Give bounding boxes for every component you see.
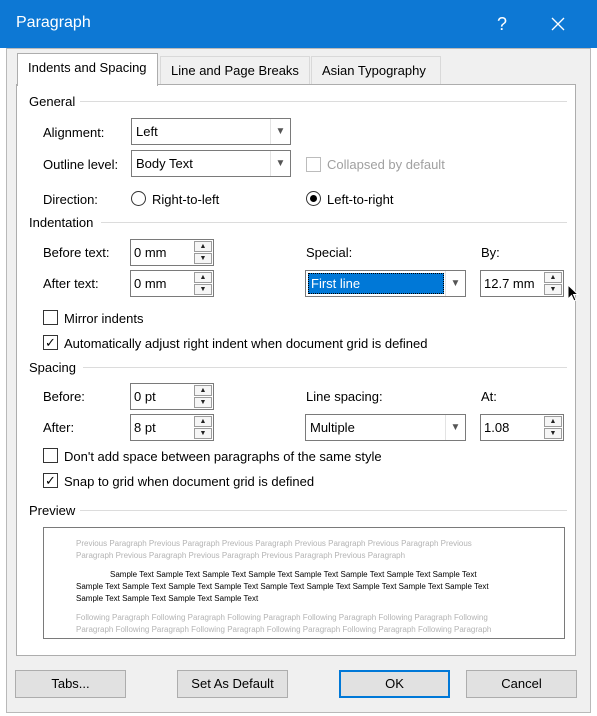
- alignment-label: Alignment:: [43, 125, 105, 140]
- preview-heading: Preview: [29, 503, 76, 518]
- auto-adjust-indent-checkbox[interactable]: [43, 335, 58, 350]
- left-to-right-label: Left-to-right: [327, 192, 394, 207]
- before-text-spinner[interactable]: [130, 239, 214, 266]
- alignment-value: Left: [136, 124, 158, 139]
- mirror-indents-label: Mirror indents: [64, 311, 144, 326]
- chevron-down-icon: ▼: [445, 415, 465, 440]
- line-spacing-value: Multiple: [310, 420, 355, 435]
- spacing-after-label: After:: [43, 420, 75, 435]
- auto-adjust-indent-label: Automatically adjust right indent when document grid is defined: [64, 336, 428, 351]
- set-as-default-button[interactable]: Set As Default: [177, 670, 288, 698]
- mouse-cursor-icon: [567, 284, 579, 302]
- preview-sample-line: Sample Text Sample Text Sample Text Sample Text Sample Text Sample Text Sample Text Sample Text Sample Text: [76, 582, 489, 591]
- by-label: By:: [481, 245, 500, 260]
- spin-up-icon[interactable]: ▲: [194, 272, 212, 283]
- preview-following-line: Following Paragraph Following Paragraph Following Paragraph Following Paragraph Following Paragraph Following: [76, 613, 488, 622]
- tab-indents-and-spacing[interactable]: Indents and Spacing: [17, 53, 158, 86]
- dont-add-space-checkbox[interactable]: [43, 448, 58, 463]
- spin-up-icon[interactable]: ▲: [194, 416, 212, 427]
- tab-line-and-page-breaks[interactable]: Line and Page Breaks: [160, 56, 310, 86]
- spin-down-icon[interactable]: ▼: [544, 284, 562, 295]
- by-spinner[interactable]: [480, 270, 564, 297]
- check-icon: ✓: [45, 335, 56, 350]
- preview-sample-line: Sample Text Sample Text Sample Text Sample Text Sample Text Sample Text Sample Text Sample Text: [110, 570, 477, 579]
- line-spacing-select[interactable]: [305, 414, 466, 441]
- general-heading: General: [29, 94, 76, 109]
- chevron-down-icon: ▼: [270, 151, 290, 176]
- special-label: Special:: [306, 245, 353, 260]
- line-spacing-label: Line spacing:: [306, 389, 383, 404]
- radio-selected-dot: [310, 195, 317, 202]
- outline-level-label: Outline level:: [43, 157, 119, 172]
- spin-up-icon[interactable]: ▲: [544, 272, 562, 283]
- spacing-heading: Spacing: [29, 360, 76, 375]
- before-text-value: 0 mm: [134, 245, 167, 260]
- cancel-button[interactable]: Cancel: [466, 670, 577, 698]
- snap-to-grid-checkbox[interactable]: [43, 473, 58, 488]
- right-to-left-label: Right-to-left: [152, 192, 220, 207]
- at-label: At:: [481, 389, 497, 404]
- preview-separator: [80, 510, 567, 511]
- ok-button[interactable]: OK: [339, 670, 450, 698]
- spacing-before-value: 0 pt: [134, 389, 156, 404]
- spacing-after-value: 8 pt: [134, 420, 156, 435]
- spacing-before-spinner[interactable]: [130, 383, 214, 410]
- spin-down-icon[interactable]: ▼: [194, 253, 212, 264]
- preview-following-line: Paragraph Following Paragraph Following Paragraph Following Paragraph Following Paragraph Following Paragraph: [76, 625, 492, 634]
- indentation-separator: [101, 222, 567, 223]
- check-icon: ✓: [45, 473, 56, 488]
- special-select[interactable]: [305, 270, 466, 297]
- mirror-indents-checkbox[interactable]: [43, 310, 58, 325]
- close-button[interactable]: [538, 8, 578, 40]
- at-spinner[interactable]: [480, 414, 564, 441]
- chevron-down-icon: ▼: [270, 119, 290, 144]
- collapsed-by-default-label: Collapsed by default: [327, 157, 445, 172]
- right-to-left-radio[interactable]: [131, 191, 146, 206]
- indentation-heading: Indentation: [29, 215, 94, 230]
- help-button[interactable]: ?: [496, 14, 507, 34]
- spin-up-icon[interactable]: ▲: [194, 241, 212, 252]
- tabs-button[interactable]: Tabs...: [15, 670, 126, 698]
- spacing-after-spinner[interactable]: [130, 414, 214, 441]
- outline-level-value: Body Text: [136, 156, 193, 171]
- alignment-select[interactable]: [131, 118, 291, 145]
- outline-level-select[interactable]: [131, 150, 291, 177]
- preview-sample-line: Sample Text Sample Text Sample Text Sample Text: [76, 594, 259, 603]
- after-text-spinner[interactable]: [130, 270, 214, 297]
- spin-down-icon[interactable]: ▼: [194, 397, 212, 408]
- direction-label: Direction:: [43, 192, 98, 207]
- collapsed-by-default-checkbox[interactable]: [306, 157, 321, 172]
- spin-down-icon[interactable]: ▼: [194, 428, 212, 439]
- after-text-value: 0 mm: [134, 276, 167, 291]
- special-value: First line: [311, 276, 361, 291]
- close-icon: [551, 17, 565, 31]
- after-text-label: After text:: [43, 276, 99, 291]
- preview-box: [43, 527, 565, 639]
- general-separator: [80, 101, 567, 102]
- spin-down-icon[interactable]: ▼: [544, 428, 562, 439]
- spacing-before-label: Before:: [43, 389, 85, 404]
- at-value: 1.08: [484, 420, 510, 435]
- spin-up-icon[interactable]: ▲: [194, 385, 212, 396]
- dont-add-space-label: Don't add space between paragraphs of the same style: [64, 449, 382, 464]
- left-to-right-radio[interactable]: [306, 191, 321, 206]
- preview-previous-line: Previous Paragraph Previous Paragraph Previous Paragraph Previous Paragraph Previous Paragraph Previous: [76, 539, 472, 548]
- before-text-label: Before text:: [43, 245, 110, 260]
- tab-asian-typography[interactable]: Asian Typography: [311, 56, 441, 86]
- window-title: Paragraph: [16, 14, 91, 31]
- spin-down-icon[interactable]: ▼: [194, 284, 212, 295]
- spacing-separator: [83, 367, 567, 368]
- chevron-down-icon: ▼: [445, 271, 465, 296]
- spin-up-icon[interactable]: ▲: [544, 416, 562, 427]
- snap-to-grid-label: Snap to grid when document grid is defined: [64, 474, 315, 489]
- preview-previous-line: Paragraph Previous Paragraph Previous Paragraph Previous Paragraph Previous Paragraph: [76, 551, 406, 560]
- by-value: 12.7 mm: [484, 276, 535, 291]
